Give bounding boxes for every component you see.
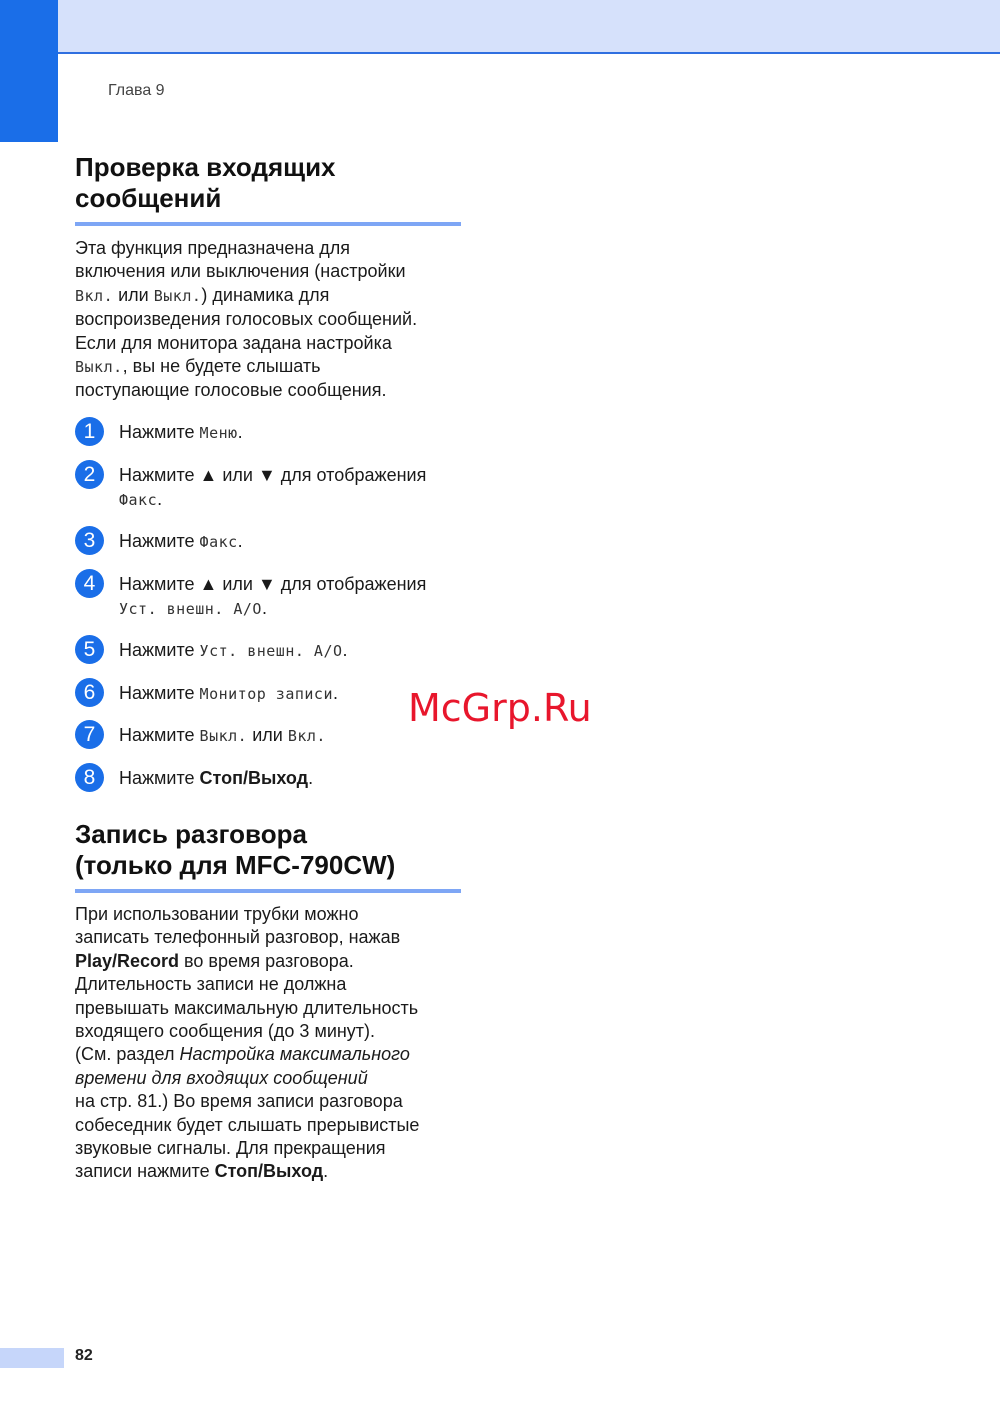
intro-text: , вы не будете слышать <box>122 356 321 377</box>
step-text <box>119 463 499 512</box>
body-text: на стр. 81.) Во время записи разговора <box>75 1091 403 1112</box>
section-title <box>75 819 465 881</box>
step-text <box>119 766 499 790</box>
body-text: записи нажмите <box>75 1161 215 1182</box>
intro-text: Если для монитора задана настройка <box>75 332 392 353</box>
body-text: собеседник будет слышать прерывистые <box>75 1114 420 1135</box>
body-text: Длительность записи не должна <box>75 974 347 995</box>
setting-off: Выкл. <box>75 358 123 377</box>
step-number-badge: 1 <box>75 417 104 446</box>
body-text: входящего сообщения (до 3 минут). <box>75 1021 376 1042</box>
step-number-badge: 3 <box>75 526 104 555</box>
header-band <box>0 0 1000 54</box>
menu-item: Выкл. <box>199 727 248 745</box>
intro-text: или <box>113 284 154 305</box>
body-text: . <box>323 1161 329 1182</box>
section-title-line2: сообщений <box>75 183 222 213</box>
step-suffix: . <box>342 640 348 660</box>
step-text <box>119 638 499 663</box>
intro-text: Эта функция предназначена для <box>75 238 351 258</box>
step-prefix: Нажмите <box>119 640 200 660</box>
intro-text: включения или выключения (настройки <box>75 261 406 282</box>
watermark: McGrp.Ru <box>408 686 592 730</box>
step-prefix: Нажмите <box>119 422 200 442</box>
menu-item: Вкл. <box>287 727 326 745</box>
step-text <box>119 420 499 445</box>
section-title-line1: Запись разговора <box>75 819 307 849</box>
step-number-badge: 2 <box>75 460 104 489</box>
body-text: во время разговора. <box>179 950 354 971</box>
step-prefix: Нажмите <box>119 531 200 551</box>
section-rule <box>75 222 461 226</box>
body-text: При использовании трубки можно <box>75 904 359 924</box>
section-title-line2: (только для MFC-790CW) <box>75 850 396 880</box>
menu-item: Факс <box>119 491 158 509</box>
body-text: (См. раздел <box>75 1044 180 1065</box>
chapter-tab <box>0 0 58 142</box>
step-suffix: . <box>261 598 267 618</box>
section-rule <box>75 889 461 893</box>
step-number-badge: 8 <box>75 763 104 792</box>
intro-text: воспроизведения голосовых сообщений. <box>75 309 418 330</box>
body-text: записать телефонный разговор, нажав <box>75 927 401 948</box>
setting-off: Выкл. <box>153 286 202 305</box>
step-prefix: Нажмите <box>119 683 200 703</box>
recording-paragraph <box>75 903 485 1184</box>
step-number-badge: 6 <box>75 678 104 707</box>
key-name: Стоп/Выход <box>199 768 309 788</box>
step-prefix: Нажмите <box>119 768 200 788</box>
step-prefix: Нажмите <box>119 725 200 745</box>
section-call-recording <box>75 819 465 893</box>
step-prefix: Нажмите ▲ или ▼ для отображения <box>119 574 427 594</box>
section-title-line1: Проверка входящих <box>75 152 336 182</box>
step-suffix: . <box>237 531 243 551</box>
intro-text: поступающие голосовые сообщения. <box>75 380 387 401</box>
menu-item: Факс <box>199 533 238 551</box>
footer-bar <box>0 1348 64 1368</box>
menu-item: Монитор записи <box>199 685 333 703</box>
step-prefix: Нажмите ▲ или ▼ для отображения <box>119 465 427 485</box>
step-number-badge: 4 <box>75 569 104 598</box>
page-number: 82 <box>75 1347 93 1364</box>
step-suffix: . <box>332 683 338 703</box>
menu-item: Уст. внешн. А/О <box>119 600 262 618</box>
setting-on: Вкл. <box>75 286 114 305</box>
key-name: Play/Record <box>75 950 180 971</box>
section-check-incoming <box>75 152 465 226</box>
step-suffix: . <box>308 768 314 788</box>
step-number-badge: 7 <box>75 720 104 749</box>
step-suffix: . <box>237 422 243 442</box>
intro-paragraph <box>75 237 475 403</box>
cross-reference: времени для входящих сообщений <box>75 1067 368 1088</box>
menu-item: Меню <box>199 424 238 442</box>
body-text: звуковые сигналы. Для прекращения <box>75 1138 386 1159</box>
cross-reference: Настройка максимального <box>179 1044 410 1065</box>
menu-item: Уст. внешн. А/О <box>199 642 343 660</box>
key-name: Стоп/Выход <box>214 1161 324 1182</box>
body-text: превышать максимальную длительность <box>75 997 419 1018</box>
step-suffix: . <box>157 489 163 509</box>
chapter-label: Глава 9 <box>108 82 165 99</box>
step-text <box>119 529 499 554</box>
step-mid: или <box>247 725 288 745</box>
intro-text: ) динамика для <box>201 284 330 305</box>
step-number-badge: 5 <box>75 635 104 664</box>
step-text <box>119 572 499 621</box>
section-title <box>75 152 465 214</box>
